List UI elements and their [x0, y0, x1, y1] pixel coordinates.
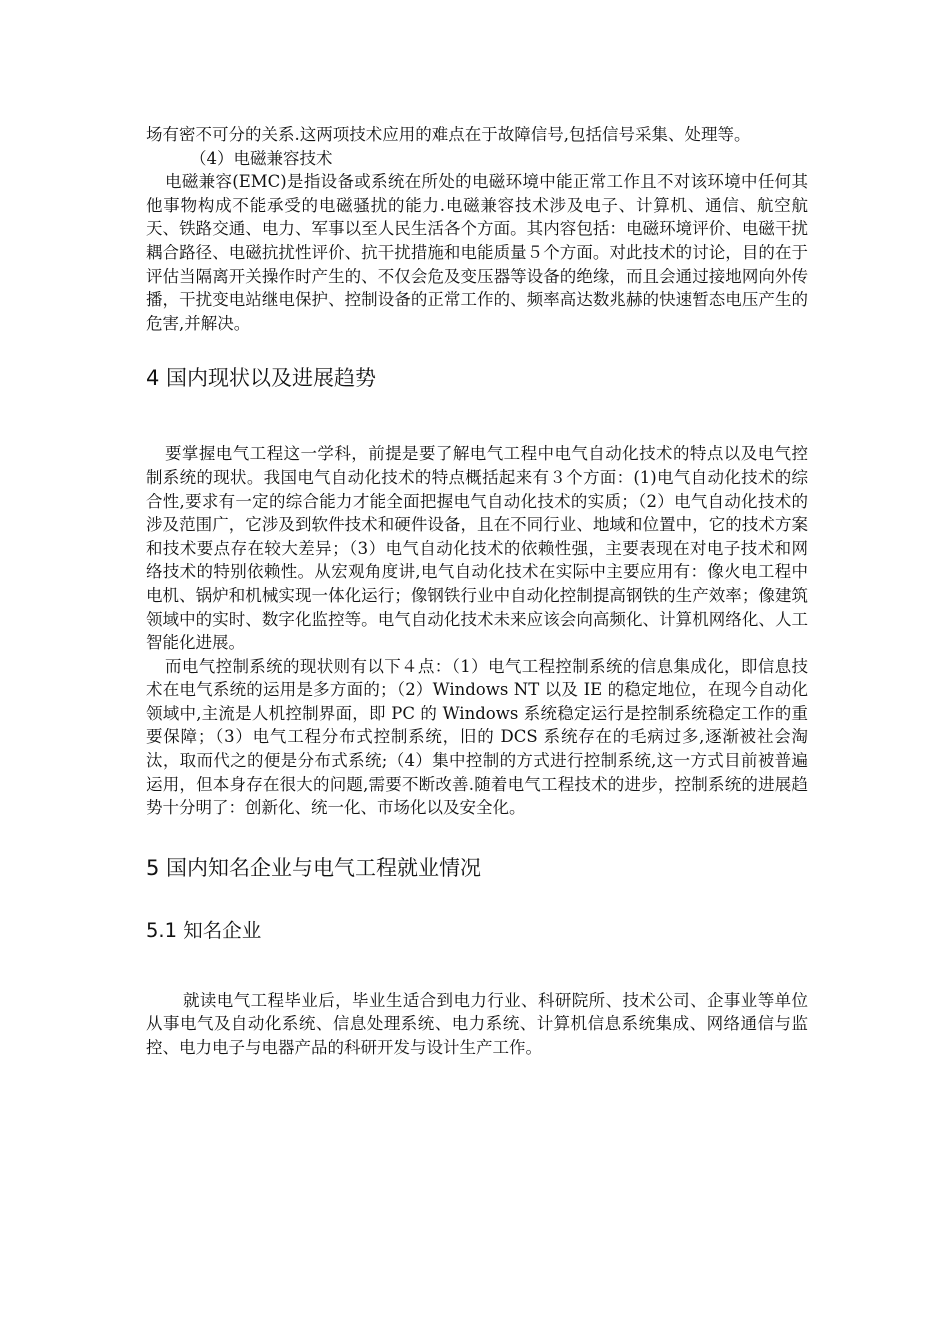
- section-4-heading: 4 国内现状以及进展趋势: [146, 366, 377, 391]
- subheading-emc: （4）电磁兼容技术: [190, 148, 333, 168]
- paragraph-section4-1: 要掌握电气工程这一学科，前提是要了解电气工程中电气自动化技术的特点以及电气控制系统的现状。我国电气自动化技术的特点概括起来有３个方面：(1)电气自动化技术的综合性,要求有一定的综合能力才能全面把握电气自动化技术的实质；（2）电气自动化技术的涉及范围广，它涉及到软件技术和硬件设备，且在不同行业、地域和位置中，它的技术方案和技术要点存在较大差异；（3）电气自动化技术的依赖性强，主要表现在对电子技术和网络技术的特别依赖性。从宏观角度讲,电气自动化技术在实际中主要应用有：像火电工程中电机、锅炉和机械实现一体化运行；像钢铁行业中自动化控制提高钢铁的生产效率；像建筑领域中的实时、数字化监控等。电气自动化技术未来应该会向高频化、计算机网络化、人工智能化进展。: [146, 444, 808, 653]
- section-5-heading: 5 国内知名企业与电气工程就业情况: [146, 855, 482, 880]
- section-5-1-heading: 5.1 知名企业: [146, 918, 262, 942]
- document-body: [146, 123, 808, 1060]
- paragraph-intro: 场有密不可分的关系.这两项技术应用的难点在于故障信号,包括信号采集、处理等。: [146, 125, 751, 144]
- paragraph-emc: 电磁兼容(EMC)是指设备或系统在所处的电磁环境中能正常工作且不对该环境中任何其他事物构成不能承受的电磁骚扰的能力.电磁兼容技术涉及电子、计算机、通信、航空航天、铁路交通、电力、军事以至人民生活各个方面。其内容包括：电磁环境评价、电磁干扰耦合路径、电磁抗扰性评价、抗干扰措施和电能质量５个方面。对此技术的讨论，目的在于评估当隔离开关操作时产生的、不仅会危及变压器等设备的绝缘，而且会通过接地网向外传播，干扰变电站继电保护、控制设备的正常工作的、频率高达数兆赫的快速暂态电压产生的危害,并解决。: [146, 172, 808, 333]
- paragraph-section5-1: 就读电气工程毕业后，毕业生适合到电力行业、科研院所、技术公司、企事业等单位从事电气及自动化系统、信息处理系统、电力系统、计算机信息系统集成、网络通信与监控、电力电子与电器产品的科研开发与设计生产工作。: [146, 990, 808, 1058]
- paragraph-section4-2: 而电气控制系统的现状则有以下４点：（1）电气工程控制系统的信息集成化，即信息技术在电气系统的运用是多方面的；（2）Windows NT 以及 IE 的稳定地位，在现今自动化领域中,主流是人机控制界面，即 PC 的 Windows 系统稳定运行是控制系统稳定工作的重要保障；（3）电气工程分布式控制系统，旧的 DCS 系统存在的毛病过多,逐渐被社会淘汰，取而代之的便是分布式系统;（4）集中控制的方式进行控制系统,这一方式目前被普遍运用，但本身存在很大的问题,需要不断改善.随着电气工程技术的进步，控制系统的进展趋势十分明了：创新化、统一化、市场化以及安全化。: [146, 656, 808, 818]
